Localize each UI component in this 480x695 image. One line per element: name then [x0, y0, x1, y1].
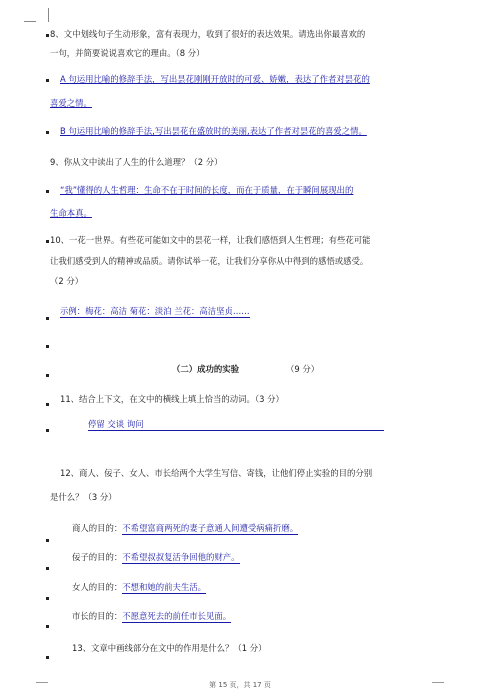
answer-8a-line-1: A 句运用比喻的修辞手法，写出昙花刚刚开放时的可爱、娇嫩，表达了作者对昙花的 — [60, 74, 370, 84]
answer-12-nephew — [72, 551, 442, 564]
answer-8b: B 句运用比喻的修辞手法,写出昙花在盛放时的美丽,表达了作者对昙花的喜爱之情。 — [60, 126, 367, 136]
answer-9-line-2: 生命本真。 — [50, 208, 92, 218]
answer-8a-line-2: 喜爱之情。 — [50, 98, 92, 108]
question-12-line-1: 12、商人、佞子、女人、市长给两个大学生写信、寄钱，让他们停止实验的目的分别 — [60, 468, 373, 478]
answer-12-merchant-label: 商人的目的： — [72, 523, 123, 533]
answer-11 — [88, 418, 442, 431]
section-points: （9 分） — [286, 364, 320, 374]
paragraph-mark — [46, 317, 49, 320]
answer-12-merchant — [72, 522, 442, 535]
answer-10-text: 示例：梅花：高洁 菊花：淡泊 兰花：高洁坚贞…… — [60, 306, 250, 316]
paragraph-mark — [46, 34, 49, 37]
question-8-line-2: 一句，并简要说说喜欢它的理由。（8 分） — [50, 48, 205, 58]
paragraph-mark — [46, 656, 49, 659]
answer-12-mayor — [72, 610, 442, 623]
paragraph-mark — [46, 190, 49, 193]
crop-mark-top-left-h — [24, 21, 36, 22]
question-8-line-1: 8、文中划线句子生动形象，富有表现力，收到了很好的表达效果。请选出你最喜欢的 — [50, 29, 366, 39]
section-title: （二）成功的实验 — [172, 364, 239, 374]
question-9: 9、你从文中读出了人生的什么道理？（2 分） — [50, 157, 223, 167]
crop-mark-top-left — [36, 8, 49, 22]
page-number: 第 15 页，共 17 页 — [209, 681, 271, 689]
paragraph-mark — [46, 625, 49, 628]
paragraph-mark — [46, 79, 49, 82]
question-10-line-3: （2 分） — [50, 276, 84, 286]
answer-12-woman-text: 不想和她的前夫生活。 — [122, 582, 206, 592]
question-10-line-1: 10、一花一世界。有些花可能如文中的昙花一样，让我们感悟到人生哲理；有些花可能 — [50, 235, 371, 245]
question-11: 11、结合上下文，在文中的横线上填上恰当的动词。（3 分） — [60, 394, 284, 404]
answer-12-woman-label: 女人的目的： — [72, 582, 123, 592]
paragraph-mark — [46, 567, 49, 570]
paragraph-mark — [46, 240, 49, 243]
paragraph-mark — [46, 131, 49, 134]
paragraph-mark — [46, 345, 49, 348]
paragraph-mark — [46, 597, 49, 600]
answer-12-mayor-text: 不愿意死去的前任市长见面。 — [122, 611, 232, 621]
paragraph-mark — [46, 539, 49, 542]
paragraph-mark — [46, 374, 49, 377]
answer-12-mayor-label: 市长的目的： — [72, 611, 123, 621]
paragraph-mark — [46, 403, 49, 406]
question-13: 13、文章中画线部分在文中的作用是什么？（1 分） — [72, 643, 267, 653]
answer-12-merchant-text: 不希望富商两死的妻子意通人间遭受病痛折磨。 — [122, 523, 299, 533]
answer-12-woman — [72, 581, 442, 594]
answer-11-text: 停留 交谈 询问 — [88, 418, 384, 431]
paragraph-mark — [46, 429, 49, 432]
question-12-line-2: 是什么？（3 分） — [50, 492, 117, 502]
answer-9-line-1: “我”懂得的人生哲理：生命不在于时间的长度，而在于质量，在于瞬间展现出的 — [60, 185, 354, 195]
answer-10 — [60, 305, 442, 318]
question-10-line-2: 让我们感受到人的精神或品质。请你试举一花，让我们分享你从中得到的感悟或感受。 — [50, 256, 369, 266]
answer-12-nephew-label: 佞子的目的： — [72, 552, 123, 562]
answer-12-nephew-text: 不希望叔叔复活争回他的财产。 — [122, 552, 240, 562]
